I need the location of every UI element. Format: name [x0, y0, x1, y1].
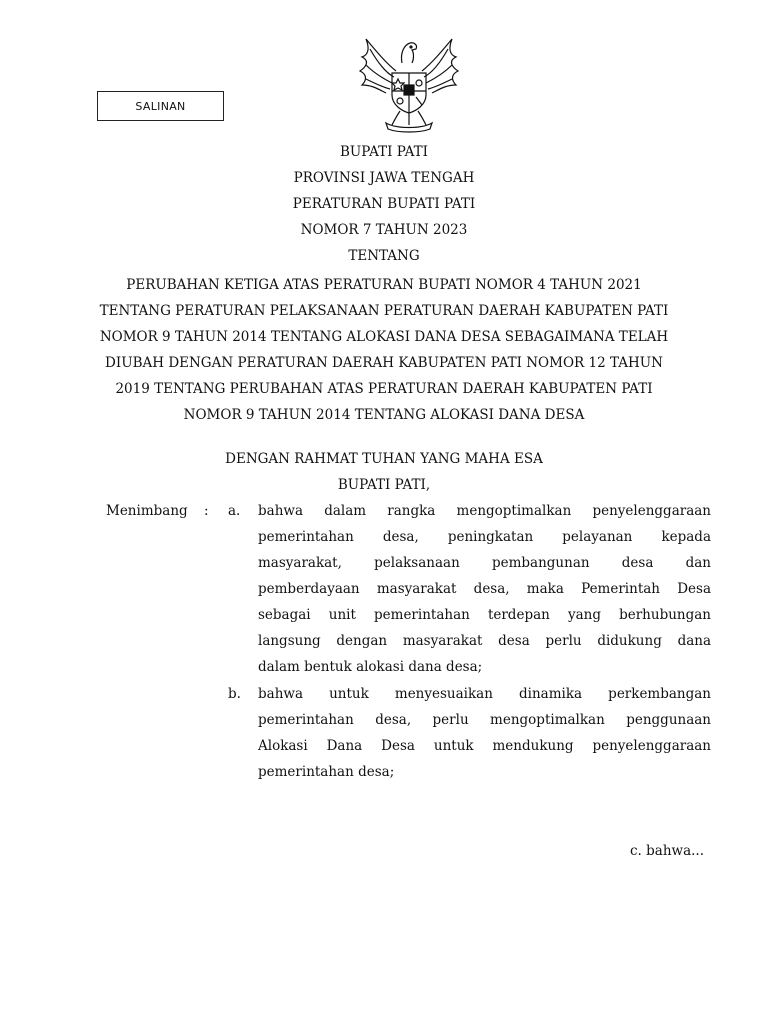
subject-line: DIUBAH DENGAN PERATURAN DAERAH KABUPATEN PATI NOMOR 12 TAHUN — [105, 355, 663, 371]
item-marker: b. — [228, 686, 241, 702]
item-line: pemerintahan desa, perlu mengoptimalkan penggunaan — [258, 712, 711, 728]
continuation-catchword: c. bahwa... — [630, 843, 705, 859]
subject-line: NOMOR 9 TAHUN 2014 TENTANG ALOKASI DANA DESA — [183, 407, 585, 423]
item-line: langsung dengan masyarakat desa perlu didukung dana — [258, 633, 711, 649]
item-line: sebagai unit pemerintahan terdepan yang berhubungan — [258, 607, 711, 623]
item-line: pemerintahan desa, peningkatan pelayanan kepada — [258, 529, 711, 545]
item-line: masyarakat, pelaksanaan pembangunan desa dan — [258, 555, 711, 571]
preamble-official: BUPATI PATI, — [337, 477, 431, 493]
heading-number: NOMOR 7 TAHUN 2023 — [300, 222, 468, 238]
item-line: Alokasi Dana Desa untuk mendukung penyelenggaraan — [258, 738, 711, 754]
item-line: bahwa dalam rangka mengoptimalkan penyelenggaraan — [258, 503, 711, 519]
subject-line: PERUBAHAN KETIGA ATAS PERATURAN BUPATI NOMOR 4 TAHUN 2021 — [126, 277, 642, 293]
preamble-blessing: DENGAN RAHMAT TUHAN YANG MAHA ESA — [225, 451, 543, 467]
item-marker: a. — [228, 503, 241, 519]
subject-line: 2019 TENTANG PERUBAHAN ATAS PERATURAN DAERAH KABUPATEN PATI — [115, 381, 653, 397]
subject-line: TENTANG PERATURAN PELAKSANAAN PERATURAN DAERAH KABUPATEN PATI — [99, 303, 669, 319]
item-line: dalam bentuk alokasi dana desa; — [258, 659, 483, 675]
heading-province: PROVINSI JAWA TENGAH — [293, 170, 475, 186]
item-line: bahwa untuk menyesuaikan dinamika perkembangan — [258, 686, 711, 702]
item-line: pemberdayaan masyarakat desa, maka Pemerintah Desa — [258, 581, 711, 597]
considering-colon: : — [204, 503, 209, 519]
heading-official: BUPATI PATI — [340, 144, 428, 160]
subject-line: NOMOR 9 TAHUN 2014 TENTANG ALOKASI DANA DESA SEBAGAIMANA TELAH — [99, 329, 669, 345]
heading-regulation: PERATURAN BUPATI PATI — [292, 196, 476, 212]
garuda-pancasila-emblem — [356, 33, 462, 133]
considering-label: Menimbang — [106, 503, 188, 519]
salinan-stamp: SALINAN — [97, 91, 224, 121]
heading-about: TENTANG — [348, 248, 420, 264]
item-line: pemerintahan desa; — [258, 764, 395, 780]
